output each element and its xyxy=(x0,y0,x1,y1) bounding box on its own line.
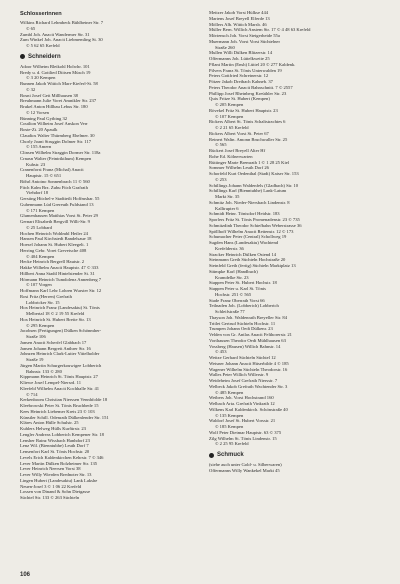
list-item: Brukel Anton Hillbau Lebus Str. 180 xyxy=(20,104,88,109)
list-item: Melbertal 18 © 2 19 55 Krefeld xyxy=(26,311,85,316)
list-item: Hochen Heinrich Wohlmbl Heiler 24 xyxy=(20,230,88,236)
list-item: Phillipp Josef Rheinberg Kreüthler Str. 23 xyxy=(209,90,287,96)
list-item: © 135 Kempen xyxy=(215,412,244,418)
list-item: Zum Winkel Joh. Anacit Liebmemling St. 30 xyxy=(20,37,103,43)
list-item: Schillings Johann Waldenfels (Gladbach) Str. 10 xyxy=(209,182,299,188)
list-item: Chorly Joani Struggin Dolmer Str. 117 xyxy=(20,138,92,144)
list-item: Vossberg (Hausen) Willich Bahnstr. 14 xyxy=(209,343,281,349)
list-item: Pilvers Franz St. Tönis Unterwalden 19 xyxy=(209,67,282,73)
list-item: © 253 xyxy=(215,176,227,182)
list-item: © 5 62 65 Krefeld xyxy=(26,43,60,48)
list-item: Quix Fritze St. Hubert (Kempen) xyxy=(209,96,270,102)
list-item: © 171 Kempen xyxy=(26,207,55,213)
list-item: Rickers Albert Vorst St. Peter 67 xyxy=(209,130,269,136)
list-item: © 2 25 95 Krefeld xyxy=(215,441,249,447)
section-heading-schmuck xyxy=(209,450,386,460)
list-item: Kliewe Josef Lempel-Niersrd. 11 xyxy=(20,380,82,385)
list-item: Welbeck Jakob Grefrath Wachtender Str. 3 xyxy=(209,383,288,389)
list-item: Cranenforst Franz (Michal) Anacit xyxy=(20,167,84,173)
list-item: Kramdelke Str. 23 xyxy=(215,274,249,280)
list-item: Sugden Hans (Landesaktu) Wachtend xyxy=(209,240,279,245)
list-item: © 453 xyxy=(215,349,227,355)
list-item: © 65 xyxy=(26,25,36,31)
list-item: Pötzer Jakob Dreibach Kahneb. 37 xyxy=(209,79,273,84)
list-item: Stade Franz Oberrath Vorst 66 xyxy=(209,297,265,303)
list-item: Sporlers Fritz St. Tönis Promenadenstr. 23 © 735 xyxy=(209,217,300,222)
list-item: Lensher Rainz Wissbach Hanhdorf 23 xyxy=(20,437,90,443)
list-item: Trumpen Johann Oedt Dülkenr. 23 xyxy=(209,326,273,332)
list-item: Lenz Wil. (Bienntubhe) Leuth Dorf 7 xyxy=(20,443,89,449)
bullet-icon xyxy=(20,54,25,59)
list-item: Spöllhoff Wilhelm Anacit Rettenstr. 12 © 173 xyxy=(209,228,294,234)
section-subtitle: (siehe auch unter Gold- u. Silberwaren) xyxy=(209,462,282,467)
list-item: Pflant Martin (Ensh) Lüttel 20 © 277 Kaldenk. xyxy=(209,61,296,67)
list-item: Jürgen Martin Schurgerkouwigee Lobberich xyxy=(20,362,102,368)
list-item: © 12 Vorsen xyxy=(26,109,49,115)
list-item: © 3 20 Kempen xyxy=(26,75,56,81)
list-item: Kuhlers Helweg Hülls Kurfürstr. 23 xyxy=(20,426,86,431)
list-item: Hoesel Johann St. Hubert Kleegelt. 1 xyxy=(20,242,89,247)
list-item: © 714 xyxy=(26,391,38,397)
list-item: Kippmann Heinrich St. Tönis Hauptstr. 27 xyxy=(20,374,98,380)
list-item: © 295 Kempen xyxy=(26,322,55,328)
list-item: Stappen Peter u. Karl St. Tönis xyxy=(209,286,266,291)
list-item: Guhenmann Lüd Grereuth Fuldstand 13 xyxy=(20,201,94,207)
list-item: Lengler Andreas Lobberich Kempener Str. 18 xyxy=(20,431,104,437)
list-item: Markt Str. 35 xyxy=(215,194,240,199)
list-item: Walles Peter Willich Willerstr. 9 xyxy=(209,372,269,378)
list-item: Kerkenboom Christian Nierssen Vennhfolde 18 xyxy=(20,397,108,403)
list-item: Möllers Alb. Wittich Marsb. 46 xyxy=(209,21,267,27)
list-item: Hox Heinrich St. Hubert Breite Str. 13 xyxy=(20,316,91,322)
list-item: Rohe Ed. Kölnerwarten xyxy=(209,153,253,159)
list-item: Kläres Anton Hülle Schulstr. 25 xyxy=(20,420,79,426)
list-item: Lossen von Dinand & Sohn Dietgasse xyxy=(20,489,91,495)
list-item: Neuen-Josef 3 © 1 06 22 Krefeld xyxy=(20,483,82,489)
list-item: © 205 Kempen xyxy=(215,102,244,107)
section-title: Schmuck xyxy=(217,452,244,458)
list-item: Schillings Karl (Bienntubhe) Lank-Latum xyxy=(209,188,287,194)
list-item: Zilg Wilhelm St. Tönis Lindenstr. 15 xyxy=(209,435,277,441)
list-item: Schmidt Heinr. Tönisdorf Heidstr. 183 xyxy=(209,211,280,217)
list-item: Sommer Wilhelm Leuth Dorf 26 xyxy=(209,165,269,171)
list-item: Thayson Joh. Waldenrath Breyeller Str. 84 xyxy=(209,314,288,320)
trailing-entries xyxy=(209,468,386,474)
list-item: © 185 Kempen xyxy=(215,424,244,429)
list-item: Welbach Arta. Grefrath Vinkrath 12 xyxy=(209,401,275,406)
list-item: Künstler Schill. Odenrath Dülkenlender Str. 151 xyxy=(20,414,109,420)
left-column xyxy=(20,10,197,501)
list-item: Schmitzdinh Theodor Schiefbahn Weberstrasse 36 xyxy=(209,222,302,228)
list-item: Kees Heinrich Liebemer Kreis 23 © 103 xyxy=(20,408,95,414)
list-item: Kleefeld Wilhelm Anacit Kochhalle Str. 41 xyxy=(20,385,100,391)
list-item: Stappen Peter St. Hubert Hochstr. 18 xyxy=(209,280,277,286)
section-heading-schneidern xyxy=(20,52,197,62)
list-item: Stümpke Karl (Handbuch) xyxy=(209,268,258,274)
list-item: Müller Bern. Willich Anstem Str. 17 © 4 48 63 Krefeld xyxy=(209,27,311,33)
list-item: Muermann Joh. Vorst Vorst Süchtelner xyxy=(209,38,280,44)
list-item: Böhrl Antoino Sonnenbrach 11 © 560 xyxy=(20,178,90,184)
list-item: Hörmann Heinrich Tumdolenz Annenberg 7 xyxy=(20,276,102,282)
list-item: Lensenfort Karl St. Tönis Hochstr. 20 xyxy=(20,449,90,454)
list-item: Vorthausen Theodor Oedt Mühlhausen 63 xyxy=(209,337,286,343)
list-item: Hoffmann Karl Lehr Lohren Wurster Str. 12 xyxy=(20,288,102,293)
list-item: Kalltrupter 6 xyxy=(215,205,239,211)
list-item: Kuhstr. 23 xyxy=(26,161,46,167)
list-item: Reinert Waltn. Amonn Bruchwaller Str. 25 xyxy=(209,136,288,142)
right-column xyxy=(209,10,386,501)
list-item: Schorfeld Kurt Oedenthal (Stadt) Kaiser Str. 153 xyxy=(209,171,299,176)
list-item: Schleifstraße 77 xyxy=(215,309,245,314)
list-item: Steinfeld Greth (fertig) Süchteln Marktplatz 13 xyxy=(209,263,296,268)
list-item: Clinsen Wilhelm Straggin Dormer Str. 118a xyxy=(20,150,101,155)
list-item: Schumacher Peter (Central) Schollweg 19 xyxy=(209,234,287,240)
list-item: © 32 xyxy=(26,86,36,92)
list-item: Bahnstr. 133 © 280 xyxy=(26,368,62,374)
list-item: Weideheim Josef Grefrath Niersstr. 7 xyxy=(209,378,278,383)
list-item: Offermanns Joh. Lüttelkweite 25 xyxy=(209,56,270,61)
list-item: Rövekel Fritz St. Hubert Hauptstr. 23 xyxy=(209,107,278,113)
list-item: Glumenhausen Matthias Vorst St. Peter 29 xyxy=(20,213,98,219)
list-item: Bunnen Jakob Wittich Marr-Kieferl-St. 58 xyxy=(20,81,98,86)
list-item: Straße 19 xyxy=(26,357,44,362)
list-item: © 2 21 65 Krefeld xyxy=(215,125,249,130)
list-item: Steinmann Greth Süchteln Hochstraße 20 xyxy=(209,257,286,263)
list-item: Hillbert Anna Stadtl Hintelstender St. 31 xyxy=(20,270,95,276)
list-item: © 155 Amern xyxy=(26,144,52,150)
list-item: Peters Theodor Anacit Bahnschnitt. 7 © 2557 xyxy=(209,84,293,90)
list-item: © 404 Kempen xyxy=(26,253,55,259)
list-item: Hecke Heinrich Bergrell Hautstr. 2 xyxy=(20,259,85,265)
list-item: Wilkins Richard Lehmbeck Bühlbeiner Str. 7 xyxy=(20,20,103,25)
list-item: Fitch Kalm Brz. Zubu Fitch Grafrath xyxy=(20,184,88,190)
list-item: Offermanns Willy Wankekel Markt 45 xyxy=(209,467,280,473)
list-item: Lingen Hubert (Landesaktu) Lank Lakshe xyxy=(20,477,98,483)
list-item: Peters Gottfried Schreinerstr. 12 xyxy=(209,73,269,79)
list-item: Zumbl Joh. Anacit Wandermer Str. 31 xyxy=(20,31,90,37)
list-item: Straße 260 xyxy=(215,44,235,50)
page-number: 106 xyxy=(20,572,31,578)
intro-entries xyxy=(20,20,197,49)
list-item: Wilkens Karl Kaldenkirch. Schönstraße 40 xyxy=(209,406,288,412)
list-item: Bosni Josef Geit Millhausen 38 xyxy=(20,92,78,98)
list-item: Lever Heinrich Neersen Vorst 38 xyxy=(20,466,81,472)
list-item: © 565 xyxy=(215,142,227,148)
list-item: Süchtel Str. 133 © 263 Süchteln xyxy=(20,495,80,500)
bullet-icon xyxy=(209,453,214,458)
list-item: Levels Erich Kaldenkirchen Kehrstr. 7 © 346 xyxy=(20,454,104,460)
list-item: Adoor Wilheim Bleikohl Holwhr. 101 xyxy=(20,63,90,69)
list-item: Tritlet Gertrud Süchteln Hochstr. 11 xyxy=(209,320,276,326)
list-item: Gersting Hitchel-e Stadtteilt Hoffmshar. 55 xyxy=(20,196,100,201)
left-entries xyxy=(20,64,197,501)
list-item: Lever Martin Dülken Bolzheimer Str. 135 xyxy=(20,460,98,466)
list-item: Mörtensch Joh. Vorst Steigerheide 55a xyxy=(209,33,280,38)
list-item: Bünning Paul Gytbing 32 xyxy=(20,115,68,121)
list-item: Velden von Gr. Antlas Anacit Felthorerstr. 21 xyxy=(209,332,292,337)
list-item: Jansen Anacit Scherfel Glabbach 17 xyxy=(20,339,87,345)
list-item: Schmitz Joh. Nieder-Niersbach Lindenstr. 8 xyxy=(209,199,290,205)
list-item: Rüttinger Marie Bremrath 1 © 1 28 25 Kiel xyxy=(209,159,290,165)
list-item: Rickers Albert St. Tönis Schaltstrachtes 6 xyxy=(209,119,286,125)
list-item: Wagener Wilhelm Süchteln Theodorstr. 16 xyxy=(209,366,288,372)
list-item: Weibers Joh. Vorst Hochstrand 160 xyxy=(209,395,274,401)
list-item: Hauptstr. 15 © 651 xyxy=(26,173,62,178)
list-item: Hakke Wilhelm Anacit Hauptstr. 47 © 333 xyxy=(20,265,99,270)
list-item: Lobbricker Str. 15 xyxy=(26,299,60,305)
list-item: Boste-Zt. 20 Apaulk xyxy=(20,127,58,132)
list-item: Hansen Paul Kirchstedt Bandelsaue 18 xyxy=(20,236,92,242)
columns xyxy=(20,10,386,501)
list-item: Claudios Walter Thürmberg Ehelmer. 30 xyxy=(20,132,95,138)
list-item: Weisner Johann Anacit Hüserbilde 4 © 185 xyxy=(209,360,289,366)
list-item: Martens Josef Breyell Elferde 13 xyxy=(209,15,270,21)
list-item: Waldorf Josef St. Hubert Vorsstr. 21 xyxy=(209,418,276,424)
list-item: Jacobsen (Fertigungen) Dülken Schönmher- xyxy=(20,328,102,334)
list-item: Stracker Heinrich Dülken Ostend 14 xyxy=(209,251,277,257)
list-item: Hochstr. 251 © 565 xyxy=(215,291,252,297)
section-title: Schneidern xyxy=(28,53,61,60)
list-item: © 107 Kempen xyxy=(215,113,244,119)
category-heading: Schlosserinnen xyxy=(20,11,62,17)
list-item: Krefelderstr. 36 xyxy=(215,245,244,251)
list-item: Viehdorf 18 xyxy=(26,190,49,196)
list-item: Lever Willy Wierden Brednoter Str. 13 xyxy=(20,472,92,477)
list-item: Hox Heinrich Franz (Landesaktu) St. Tönis xyxy=(20,305,100,311)
list-item: Teilnaden Joh. (Lobberich) Lobberich xyxy=(209,303,279,309)
list-item: Gernart Elisabeth Bergvill Willi-Str. 9 xyxy=(20,219,90,224)
list-item: Coutlion Wilheim Josef Anskon Verr xyxy=(20,121,88,127)
list-item: Jansen Johann Bergreit Anthrer Str. 16 xyxy=(20,345,91,351)
list-item: Bredy u. d. Gottlied Diitsen Müsch 19 xyxy=(20,69,91,75)
list-item: Mullen Willi Dülken Blitzerstr. 14 xyxy=(209,50,273,56)
list-item: Crnasn Walter (Feintrikthum) Kempen xyxy=(20,155,92,161)
list-item: © 107 Vorgen xyxy=(26,282,52,288)
list-item: © 485 Kempen xyxy=(215,389,244,395)
list-item: Breuhmann Julie Voret Amnikler Str. 237 xyxy=(20,98,97,104)
list-item: Johnzen Heinrich Clark-Lutter Vittelholder xyxy=(20,351,100,357)
list-item: Rosi Fritz (Herren) Grefrath xyxy=(20,293,72,299)
list-item: Straße 106 xyxy=(26,334,46,339)
list-item: Kleebrowski Peter St. Tönis Bruchbede 15 xyxy=(20,403,99,408)
list-item: Wolf Peter Dietmar Hauptstr. 63 © 375 xyxy=(209,429,282,435)
list-item: Rückert Josef Breyell Alter Hf xyxy=(209,148,266,153)
right-entries xyxy=(209,10,386,447)
list-item: Herring Gebr. Voret Grevetsche 408 xyxy=(20,247,87,253)
list-item: © 25 Lobbard xyxy=(26,224,52,230)
list-item: Weitze Gerhard Süchteln Süchtel 12 xyxy=(209,355,276,360)
list-item: Meitzer Jakob Vorst Hülkse 444 xyxy=(209,10,269,15)
